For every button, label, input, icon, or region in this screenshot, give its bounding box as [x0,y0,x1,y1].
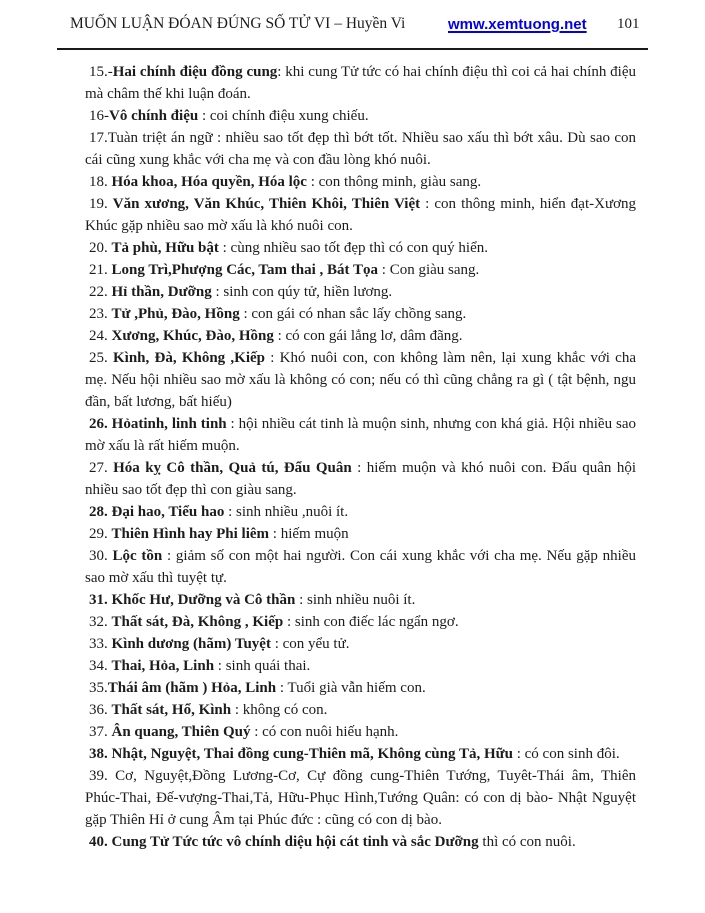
list-item [85,721,636,743]
list-item [85,633,636,655]
text-segment: Hóa khoa, Hóa quyền, Hóa lộc [111,174,307,190]
text-segment: 37. [89,724,112,740]
list-item [85,611,636,633]
text-segment: 27. [89,460,114,476]
text-segment: : con yểu tử. [270,636,350,652]
header-rule [57,48,648,50]
text-segment: 34. [89,658,112,674]
text-segment: 22. [89,284,112,300]
text-segment: Long Trì,Phượng Các, Tam thai , Bát Tọa [111,262,379,278]
text-segment: : sinh nhiều ,nuôi ít. [224,504,349,520]
list-item [85,699,636,721]
text-segment: : coi chính điệu xung chiếu. [198,108,369,124]
text-segment: : có con gái lẳng lơ, dâm đãng. [273,328,463,344]
text-segment: Thái âm (hãm ) Hỏa, Linh [107,680,277,696]
text-segment: Tả phù, Hữu bật [111,240,219,256]
list-item [85,347,636,413]
content [85,61,636,853]
text-segment: Kình dương (hãm) Tuyệt [111,636,271,652]
text-segment: Tử ,Phủ, Đào, Hồng [111,306,240,322]
list-item [85,589,636,611]
text-segment: Vô chính điệu [109,108,199,124]
text-segment: 31. Khốc Hư, Dưỡng và Cô thần [89,592,296,608]
list-item [85,457,636,501]
list-item [85,545,636,589]
list-item [85,765,636,831]
list-item [85,171,636,193]
text-segment: 40. Cung Tử Tức tức vô chính diệu hội cát tinh và sắc Dưỡng [89,834,479,850]
text-segment: 25. [89,350,113,366]
text-segment: : con gái có nhan sắc lấy chồng sang. [239,306,467,322]
text-segment: : hội nhiều cát tinh là muộn sinh, nhưng con khá giả. Hội nhiều sao mờ xấu là rất hiếm muộn. [85,416,636,454]
text-segment: 29. [89,526,112,542]
text-segment: : có con sinh đôi. [512,746,620,762]
list-item [85,127,636,171]
page-number: 101 [617,16,640,32]
text-segment: : hiếm muộn [269,526,349,542]
page-header-title: MUỐN LUẬN ĐÓAN ĐÚNG SỐ TỬ VI – Huyền Vi [70,15,406,32]
text-segment: : sinh nhiều nuôi ít. [295,592,416,608]
text-segment: Thiên Hình hay Phi liêm [111,526,270,542]
text-segment: : hiếm muộn và khó nuôi con. Đẩu quân hội nhiều sao tốt đẹp thì con giàu sang. [85,460,636,498]
text-segment: : giảm số con một hai người. Con cái xung khắc với cha mẹ. Nếu gặp nhiều sao mờ xấu thì tuyệt tự. [85,548,637,586]
text-segment: : không có con. [231,702,328,718]
text-segment: : sinh con điếc lác ngẩn ngơ. [283,614,459,630]
list-item [85,325,636,347]
text-segment: 30. [89,548,113,564]
list-item [85,61,636,105]
text-segment: 33. [89,636,112,652]
text-segment: Lộc tồn [112,548,163,564]
text-segment: 26. Hỏatinh, linh tinh [89,416,227,432]
text-segment: Hóa kỵ Cô thần, Quả tú, Đẩu Quân [113,460,352,476]
text-segment: : Khó nuôi con, con không làm nên, lại xung khắc với cha mẹ. Nếu hội nhiều sao mờ xấu là không có con; nếu có thì cũng chẳng ra gì ( tật bệnh, ngu đần, bất lương, bất hiếu) [85,350,637,410]
list-item [85,655,636,677]
text-segment: 23. [89,306,112,322]
text-segment: 39. Cơ, Nguyệt,Đồng Lương-Cơ, Cự đồng cung-Thiên Tướng, Tuyêt-Thái âm, Thiên Phúc-Thai, Đế-vượng-Thai,Tả, Hữu-Phục Hình,Tướng Quân: có con dị bào- Nhật Nguyệt gặp Thiên Hỉ ở cung Âm tại Phúc đức : cũng có con dị bào. [85,768,636,828]
text-segment: : con thông minh, hiển đạt-Xương Khúc gặp nhiều sao mờ xấu là khó nuôi con. [85,196,637,234]
list-item [85,193,636,237]
website-link[interactable]: wmw.xemtuong.net [448,16,587,33]
text-segment: 32. [89,614,112,630]
text-segment: Ân quang, Thiên Quý [111,724,251,740]
text-segment: Thất sát, Hổ, Kình [111,702,232,718]
text-segment: : con thông minh, giàu sang. [306,174,482,190]
text-segment: 36. [89,702,112,718]
text-segment: 21. [89,262,112,278]
text-segment: Hai chính điệu đồng cung [112,64,278,80]
text-segment: : khi cung Tử tức có hai chính điệu thì coi cả hai chính điệu mà châm thế khi luận đoán. [85,64,636,102]
list-item [85,743,636,765]
text-segment: : sinh quái thai. [214,658,311,674]
text-segment: : cùng nhiều sao tốt đẹp thì có con quý hiển. [218,240,489,256]
text-segment: 24. [89,328,112,344]
list-item [85,303,636,325]
text-segment: : sinh con qúy tử, hiền lương. [211,284,393,300]
list-item [85,105,636,127]
list-item [85,237,636,259]
text-segment: Kình, Đà, Không ,Kiếp [113,350,266,366]
text-segment: Xương, Khúc, Đào, Hồng [111,328,274,344]
text-segment: 16- [89,108,109,124]
list-item [85,831,636,853]
text-segment: : có con nuôi hiếu hạnh. [250,724,399,740]
text-segment: Thất sát, Đà, Không , Kiếp [111,614,284,630]
text-segment: 17.Tuàn triệt án ngữ : nhiều sao tốt đẹp thì bớt tốt. Nhiều sao xấu thì bớt xâu. Dù sao con cái cũng xung khắc với cha mẹ và con đầu lòng khó nuôi. [85,130,636,168]
text-segment: Hỉ thần, Dưỡng [111,284,212,300]
list-item [85,259,636,281]
text-segment: : Tuổi già vẫn hiếm con. [276,680,426,696]
list-item [85,501,636,523]
text-segment: Thai, Hỏa, Linh [111,658,215,674]
text-segment: Văn xương, Văn Khúc, Thiên Khôi, Thiên Việt [112,196,421,212]
list-item [85,677,636,699]
text-segment: 19. [89,196,113,212]
text-segment: 28. Đại hao, Tiểu hao [89,504,225,520]
text-segment: : Con giàu sang. [378,262,480,278]
text-segment: 38. Nhật, Nguyệt, Thai đồng cung-Thiên mã, Không cùng Tả, Hữu [89,746,513,762]
text-segment: 15.- [89,64,113,80]
list-item [85,281,636,303]
text-segment: 35. [89,680,108,696]
text-segment: thì có con nuôi. [478,834,576,850]
list-item [85,413,636,457]
text-segment: 20. [89,240,112,256]
list-item [85,523,636,545]
text-segment: 18. [89,174,112,190]
